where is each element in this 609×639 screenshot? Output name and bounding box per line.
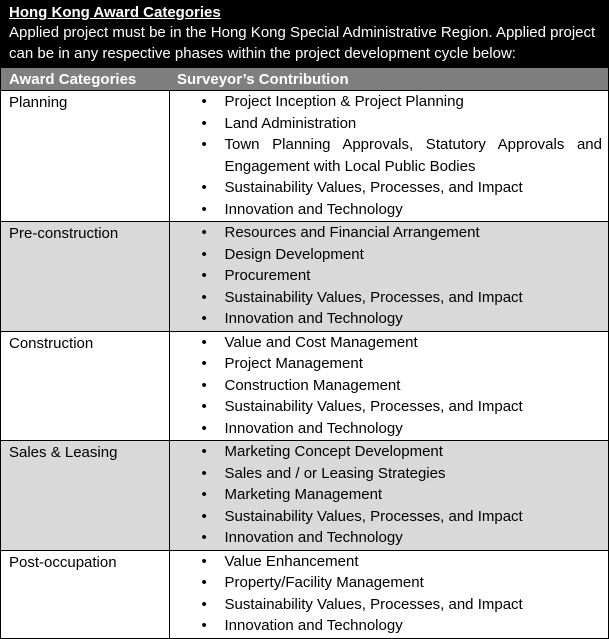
contribution-list <box>170 222 609 330</box>
banner-text: Applied project must be in the Hong Kong Special Administrative Region. Applied project can be in any respective phases within the project development cycle below: <box>9 24 596 62</box>
category-name: Construction <box>1 331 169 441</box>
category-name: Pre-construction <box>1 222 169 332</box>
table-row <box>1 222 608 332</box>
contribution-list <box>170 441 609 549</box>
contribution-cell <box>169 222 608 332</box>
contribution-cell <box>169 331 608 441</box>
list-item: • Innovation and Technology <box>170 199 609 221</box>
contribution-list <box>170 91 609 220</box>
list-item: • Town Planning Approvals, Statutory Approvals and Engagement with Local Public Bodies <box>170 134 609 177</box>
list-item: • Sustainability Values, Processes, and Impact <box>170 594 609 616</box>
list-item: • Project Inception & Project Planning <box>170 91 609 113</box>
table-row <box>1 91 608 222</box>
list-item: • Sustainability Values, Processes, and Impact <box>170 177 609 199</box>
contribution-cell <box>169 550 608 638</box>
category-name: Sales & Leasing <box>1 441 169 551</box>
list-item: • Construction Management <box>170 375 609 397</box>
table-header-row <box>1 68 608 91</box>
table-row <box>1 331 608 441</box>
list-item: • Innovation and Technology <box>170 418 609 440</box>
list-item: • Property/Facility Management <box>170 572 609 594</box>
list-item: • Sustainability Values, Processes, and Impact <box>170 396 609 418</box>
list-item: • Value and Cost Management <box>170 332 609 354</box>
list-item: • Project Management <box>170 353 609 375</box>
contribution-list <box>170 551 609 637</box>
category-name: Post-occupation <box>1 550 169 638</box>
list-item: • Marketing Concept Development <box>170 441 609 463</box>
list-item: • Innovation and Technology <box>170 615 609 637</box>
table-body <box>1 91 608 638</box>
list-item: • Innovation and Technology <box>170 527 609 549</box>
list-item: • Marketing Management <box>170 484 609 506</box>
list-item: • Innovation and Technology <box>170 308 609 330</box>
table-row <box>1 441 608 551</box>
table-row <box>1 550 608 638</box>
contribution-cell <box>169 91 608 222</box>
list-item: • Land Administration <box>170 113 609 135</box>
list-item: • Sustainability Values, Processes, and Impact <box>170 287 609 309</box>
category-name: Planning <box>1 91 169 222</box>
list-item: • Sales and / or Leasing Strategies <box>170 463 609 485</box>
list-item: • Value Enhancement <box>170 551 609 573</box>
list-item: • Resources and Financial Arrangement <box>170 222 609 244</box>
header-award-categories: Award Categories <box>1 68 169 91</box>
categories-table <box>1 68 608 638</box>
intro-banner <box>1 1 608 68</box>
list-item: • Design Development <box>170 244 609 266</box>
contribution-cell <box>169 441 608 551</box>
header-surveyors-contribution: Surveyor’s Contribution <box>169 68 608 91</box>
banner-title: Hong Kong Award Categories <box>9 4 221 21</box>
contribution-list <box>170 332 609 440</box>
list-item: • Procurement <box>170 265 609 287</box>
list-item: • Sustainability Values, Processes, and Impact <box>170 506 609 528</box>
